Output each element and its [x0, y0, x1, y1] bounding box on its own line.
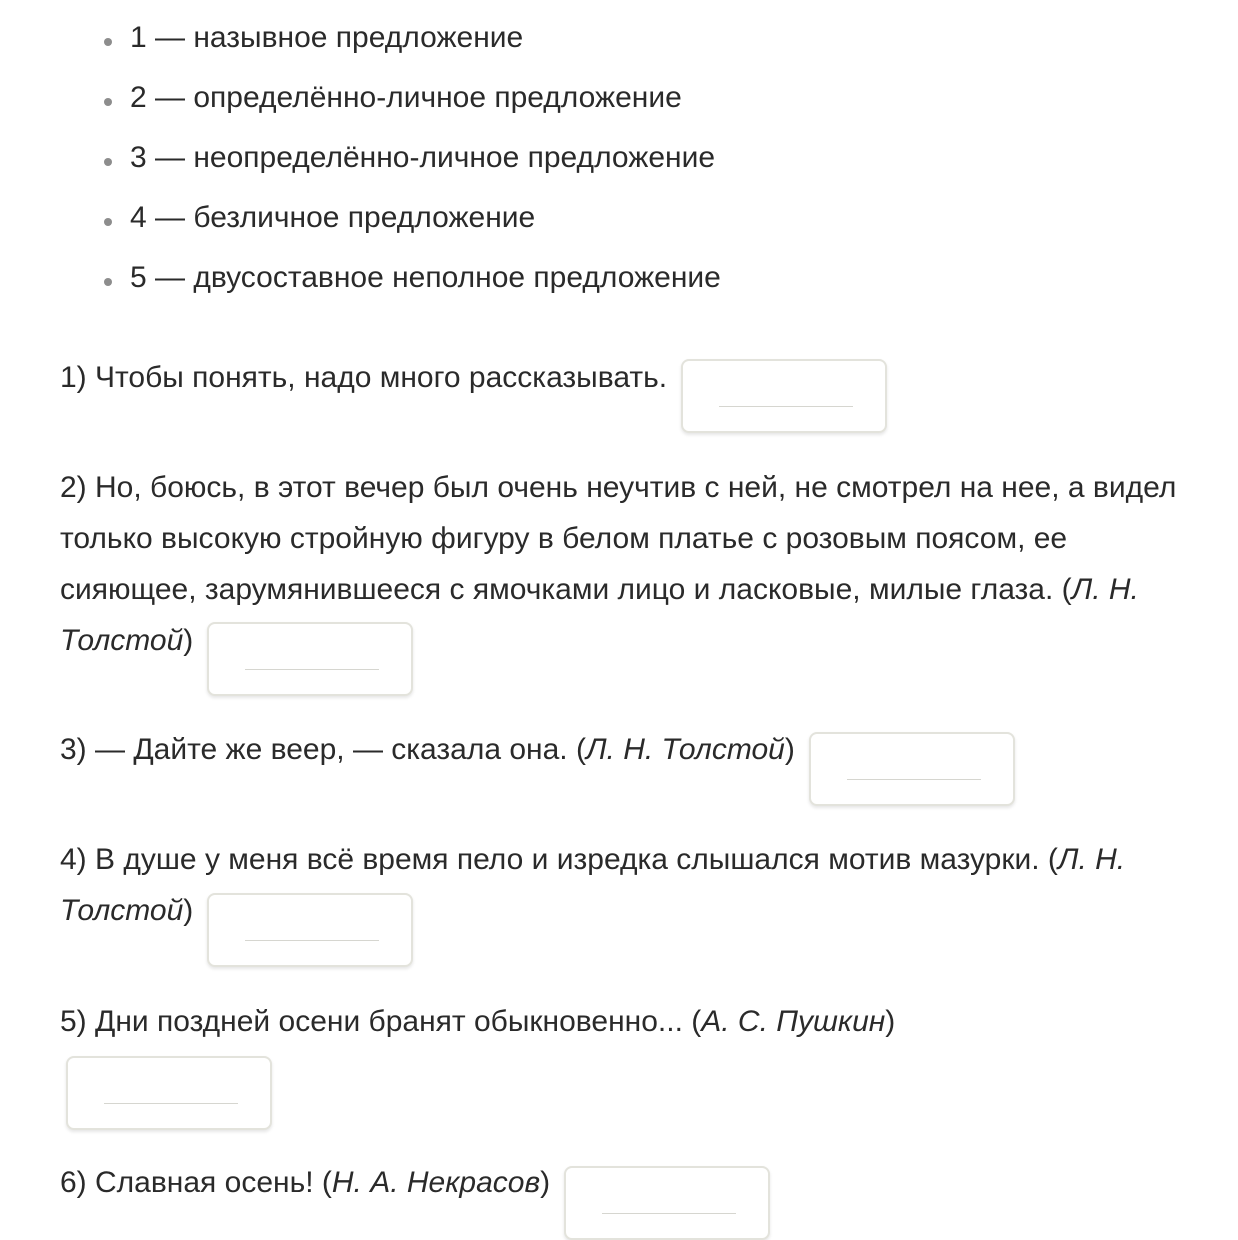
question-author: Л. Н. Толстой	[585, 733, 785, 766]
bullet-icon	[104, 278, 112, 286]
question-1	[60, 352, 1190, 426]
question-author: Л. Н. Толстой	[60, 843, 1126, 927]
legend-item	[104, 128, 721, 188]
legend-item	[104, 188, 721, 248]
answer-input-6[interactable]	[564, 1166, 770, 1240]
answer-input-2[interactable]	[207, 622, 413, 696]
bullet-icon	[104, 38, 112, 46]
bullet-icon	[104, 98, 112, 106]
question-text: 3) — Дайте же веер, — сказала она.	[60, 733, 568, 766]
question-author: Н. А. Некрасов	[331, 1166, 541, 1199]
answer-placeholder-line	[245, 940, 379, 941]
legend-item	[104, 248, 721, 308]
legend-item	[104, 68, 721, 128]
question-text: 1) Чтобы понять, надо много рассказывать.	[60, 361, 668, 394]
legend-item-text: 1 — назывное предложение	[130, 21, 524, 54]
answer-placeholder-line	[245, 669, 379, 670]
question-text: 2) Но, боюсь, в этот вечер был очень неучтив с ней, не смотрел на нее, а видел только высокую стройную фигуру в белом платье с розовым поясом, ее сияющее, зарумянившееся с ямочками лицо и ласковые, милые глаза.	[60, 471, 1177, 606]
bullet-icon	[104, 218, 112, 226]
answer-placeholder-line	[602, 1213, 736, 1214]
legend-item-text: 5 — двусоставное неполное предложение	[130, 261, 721, 294]
legend-item-text: 3 — неопределённо-личное предложение	[130, 141, 716, 174]
question-text: 4) В душе у меня всё время пело и изредка слышался мотив мазурки.	[60, 843, 1040, 876]
sentence-type-legend	[104, 8, 721, 308]
answer-placeholder-line	[104, 1103, 238, 1104]
answer-placeholder-line	[847, 779, 981, 780]
question-5: 5) Дни поздней осени бранят обыкновенно... (А. С. Пушкин)	[60, 996, 1190, 1121]
question-author: А. С. Пушкин	[701, 1005, 886, 1038]
question-6: 6) Славная осень! (Н. А. Некрасов)	[60, 1157, 1190, 1231]
answer-placeholder-line	[719, 406, 853, 407]
question-2: 2) Но, боюсь, в этот вечер был очень неучтив с ней, не смотрел на нее, а видел только высокую стройную фигуру в белом платье с розовым поясом, ее сияющее, зарумянившееся с ямочками лицо и ласковые, милые глаза. (Л. Н. Толстой)	[60, 462, 1190, 689]
answer-input-1[interactable]	[681, 359, 887, 433]
question-text: 6) Славная осень!	[60, 1166, 314, 1199]
legend-item-text: 2 — определённо-личное предложение	[130, 81, 682, 114]
legend-item	[104, 8, 721, 68]
answer-input-4[interactable]	[207, 893, 413, 967]
question-author: Л. Н. Толстой	[60, 573, 1139, 657]
answer-input-3[interactable]	[809, 732, 1015, 806]
legend-item-text: 4 — безличное предложение	[130, 201, 536, 234]
question-4: 4) В душе у меня всё время пело и изредка слышался мотив мазурки. (Л. Н. Толстой)	[60, 834, 1190, 959]
question-text: 5) Дни поздней осени бранят обыкновенно...	[60, 1005, 683, 1038]
question-3: 3) — Дайте же веер, — сказала она. (Л. Н. Толстой)	[60, 724, 1190, 798]
answer-input-5[interactable]	[66, 1056, 272, 1130]
bullet-icon	[104, 158, 112, 166]
